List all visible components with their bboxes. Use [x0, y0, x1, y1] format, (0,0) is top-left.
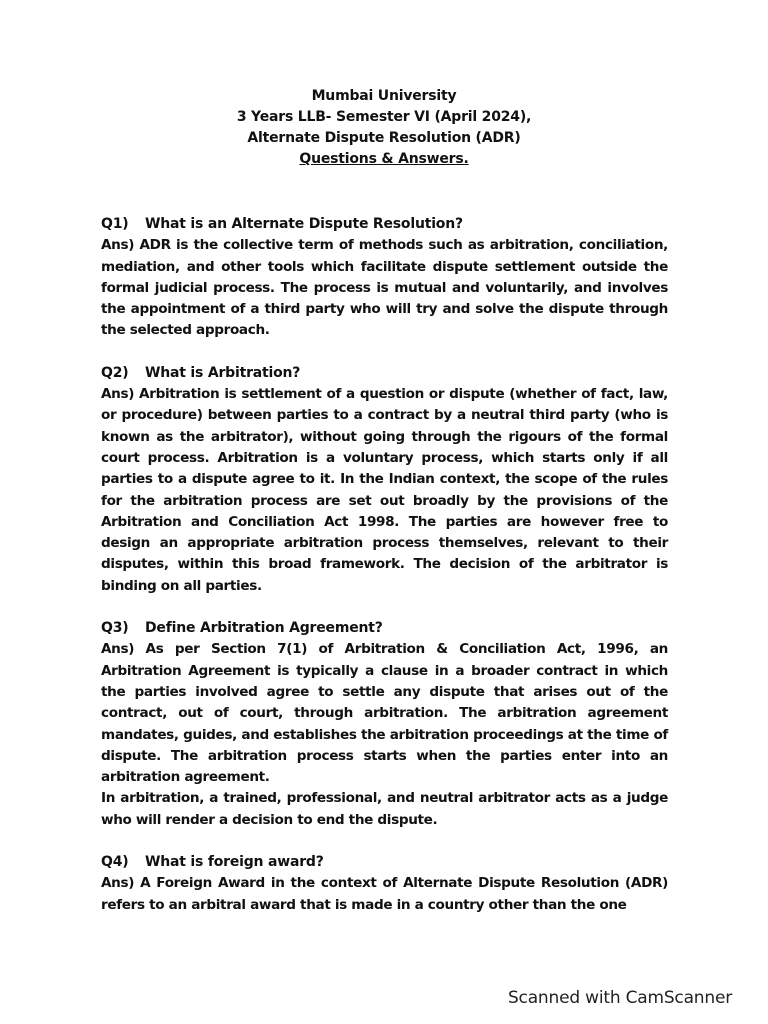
question-1 — [101, 214, 668, 235]
question-number: Q1) — [101, 216, 129, 232]
answer-4: Ans) A Foreign Award in the context of Alternate Dispute Resolution (ADR) refers to an arbitral award that is made in a country other than the one — [101, 875, 668, 913]
question-2 — [101, 363, 668, 384]
answer-3-continued: In arbitration, a trained, professional, and neutral arbitrator acts as a judge who will render a decision to end the dispute. — [101, 790, 668, 828]
question-number: Q4) — [101, 854, 129, 871]
answer-1: Ans) ADR is the collective term of methods such as arbitration, conciliation, mediation, and other tools which facilitate dispute settlement outside the formal judicial process. The process is mutual and voluntarily, and involves the appointment of a third party who will try and solve the dispute through the selected approach. — [101, 237, 668, 339]
subject-title: Alternate Dispute Resolution (ADR) — [247, 130, 521, 146]
university-title: Mumbai University — [311, 88, 457, 104]
question-4 — [101, 852, 668, 873]
question-number: Q2) — [101, 364, 129, 381]
qa-list — [101, 214, 668, 916]
question-number: Q3) — [101, 620, 129, 637]
question-text: What is an Alternate Dispute Resolution? — [145, 216, 463, 232]
course-title: 3 Years LLB- Semester VI (April 2024), — [236, 109, 532, 125]
document-header — [0, 86, 768, 170]
question-3 — [101, 618, 668, 639]
subtitle: Questions & Answers. — [299, 151, 469, 167]
answer-2: Ans) Arbitration is settlement of a question or dispute (whether of fact, law, or procedure) between parties to a contract by a neutral third party (who is known as the arbitrator), without going through the rigours of the formal court process. Arbitration is a voluntary process, which starts only if all parties to a dispute agree to it. In the Indian context, the scope of the rules for the arbitration process are set out broadly by the provisions of the Arbitration and Conciliation Act 1998. The parties are however free to design an appropriate arbitration process themselves, relevant to their disputes, within this broad framework. The decision of the arbitrator is binding on all parties. — [101, 386, 668, 594]
question-text: What is foreign award? — [145, 854, 324, 871]
question-text: What is Arbitration? — [145, 364, 301, 381]
answer-3: Ans) As per Section 7(1) of Arbitration & Conciliation Act, 1996, an Arbitration Agreement is typically a clause in a broader contract in which the parties involved agree to settle any dispute that arises out of the contract, out of court, through arbitration. The arbitration agreement mandates, guides, and establishes the arbitration proceedings at the time of dispute. The arbitration process starts when the parties enter into an arbitration agreement. — [101, 641, 668, 786]
camscanner-watermark: Scanned with CamScanner — [507, 988, 732, 1008]
question-text: Define Arbitration Agreement? — [145, 620, 383, 637]
